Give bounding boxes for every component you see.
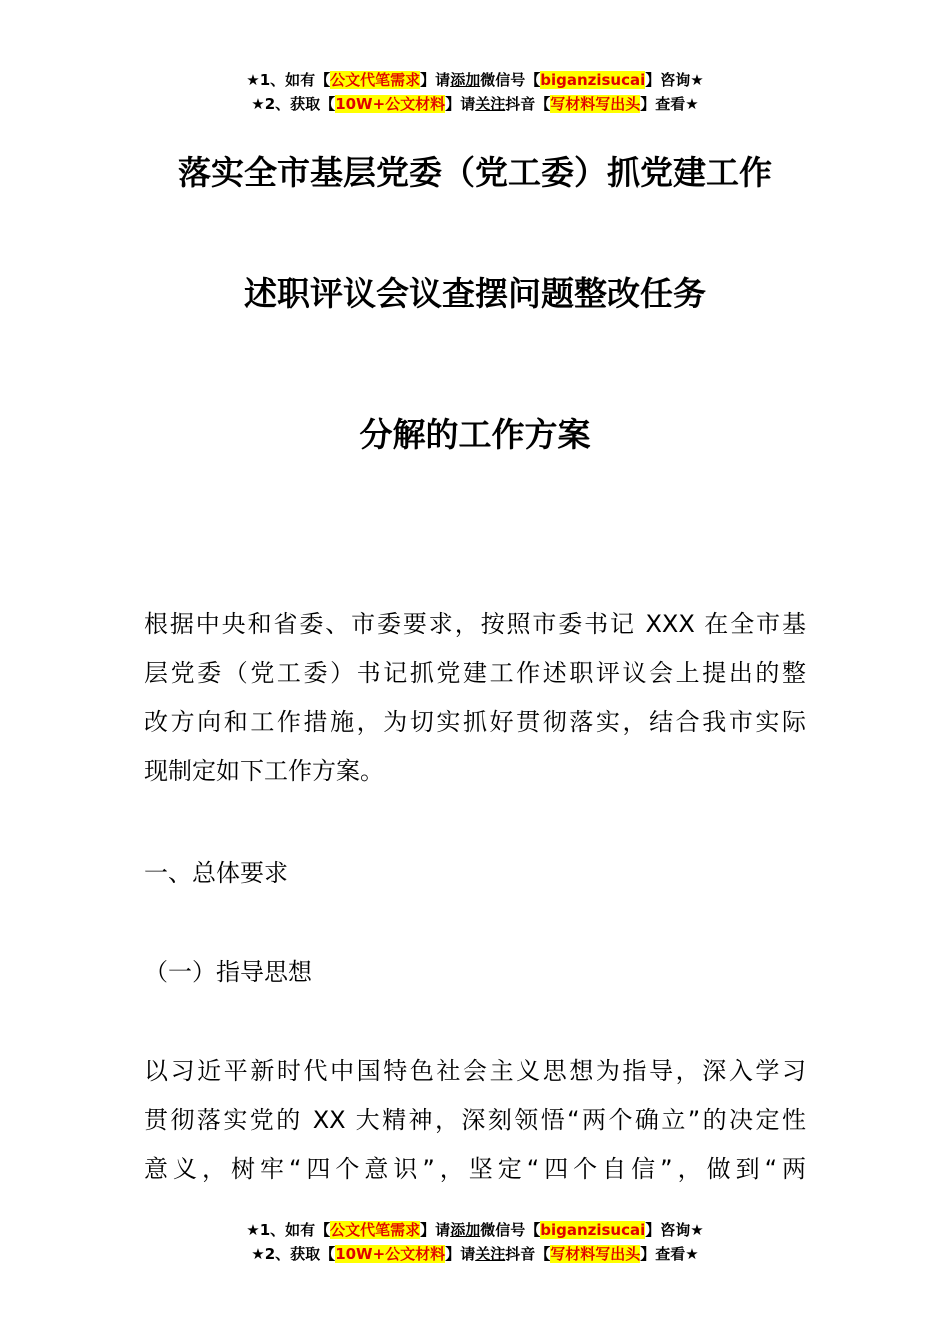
- paragraph-line: 改方向和工作措施，为切实抓好贯彻落实，结合我市实际: [144, 708, 806, 736]
- banner-text: 】请: [445, 95, 476, 113]
- intro-paragraph: [144, 600, 806, 796]
- banner-text: 】咨询★: [645, 1221, 704, 1239]
- banner-text: 】请: [420, 71, 451, 89]
- header-banner: [0, 68, 950, 116]
- banner-line-2: [0, 1242, 950, 1266]
- paragraph-line: 根据中央和省委、市委要求，按照市委书记 XXX 在全市基: [144, 610, 806, 638]
- banner-text: ★1、如有【: [246, 1221, 331, 1239]
- banner-highlight: 写材料写出头: [550, 1245, 641, 1263]
- banner-line-1: [0, 1218, 950, 1242]
- document-title-line-3: 分解的工作方案: [359, 415, 591, 454]
- paragraph-line: 意义，树牢“四个意识”，坚定“四个自信”，做到“两: [144, 1155, 806, 1183]
- banner-underline: 关注: [475, 95, 506, 113]
- banner-line-1: [0, 68, 950, 92]
- paragraph-line: 层党委（党工委）书记抓党建工作述职评议会上提出的整: [144, 659, 806, 687]
- banner-highlight: 公文代笔需求: [330, 71, 421, 89]
- banner-text: ★1、如有【: [246, 71, 331, 89]
- banner-highlight: 写材料写出头: [550, 95, 641, 113]
- banner-text: 】咨询★: [645, 71, 704, 89]
- section-heading: 一、总体要求: [144, 859, 288, 887]
- banner-text: ★2、获取【: [251, 95, 336, 113]
- document-title-line-2: 述职评议会议查摆问题整改任务: [244, 274, 706, 313]
- footer-banner: [0, 1218, 950, 1266]
- banner-underline: 添加: [450, 1221, 481, 1239]
- banner-highlight: 10W+公文材料: [335, 95, 446, 113]
- guidance-paragraph: [144, 1047, 806, 1194]
- banner-text: 】请: [445, 1245, 476, 1263]
- banner-text: 微信号【: [480, 1221, 541, 1239]
- banner-text: ★2、获取【: [251, 1245, 336, 1263]
- banner-text: 】查看★: [640, 95, 699, 113]
- banner-highlight: biganzisucai: [540, 71, 646, 89]
- banner-line-2: [0, 92, 950, 116]
- banner-text: 抖音【: [505, 1245, 551, 1263]
- banner-highlight: 10W+公文材料: [335, 1245, 446, 1263]
- banner-text: 抖音【: [505, 95, 551, 113]
- banner-text: 】请: [420, 1221, 451, 1239]
- paragraph-line: 以习近平新时代中国特色社会主义思想为指导，深入学习: [144, 1057, 806, 1085]
- document-title-line-1: 落实全市基层党委（党工委）抓党建工作: [178, 153, 772, 192]
- paragraph-line: 现制定如下工作方案。: [144, 757, 384, 785]
- banner-underline: 关注: [475, 1245, 506, 1263]
- paragraph-line: 贯彻落实党的 XX 大精神，深刻领悟“两个确立”的决定性: [144, 1106, 806, 1134]
- banner-text: 】查看★: [640, 1245, 699, 1263]
- banner-highlight: 公文代笔需求: [330, 1221, 421, 1239]
- banner-underline: 添加: [450, 71, 481, 89]
- subsection-heading: （一）指导思想: [144, 958, 312, 986]
- banner-text: 微信号【: [480, 71, 541, 89]
- banner-highlight: biganzisucai: [540, 1221, 646, 1239]
